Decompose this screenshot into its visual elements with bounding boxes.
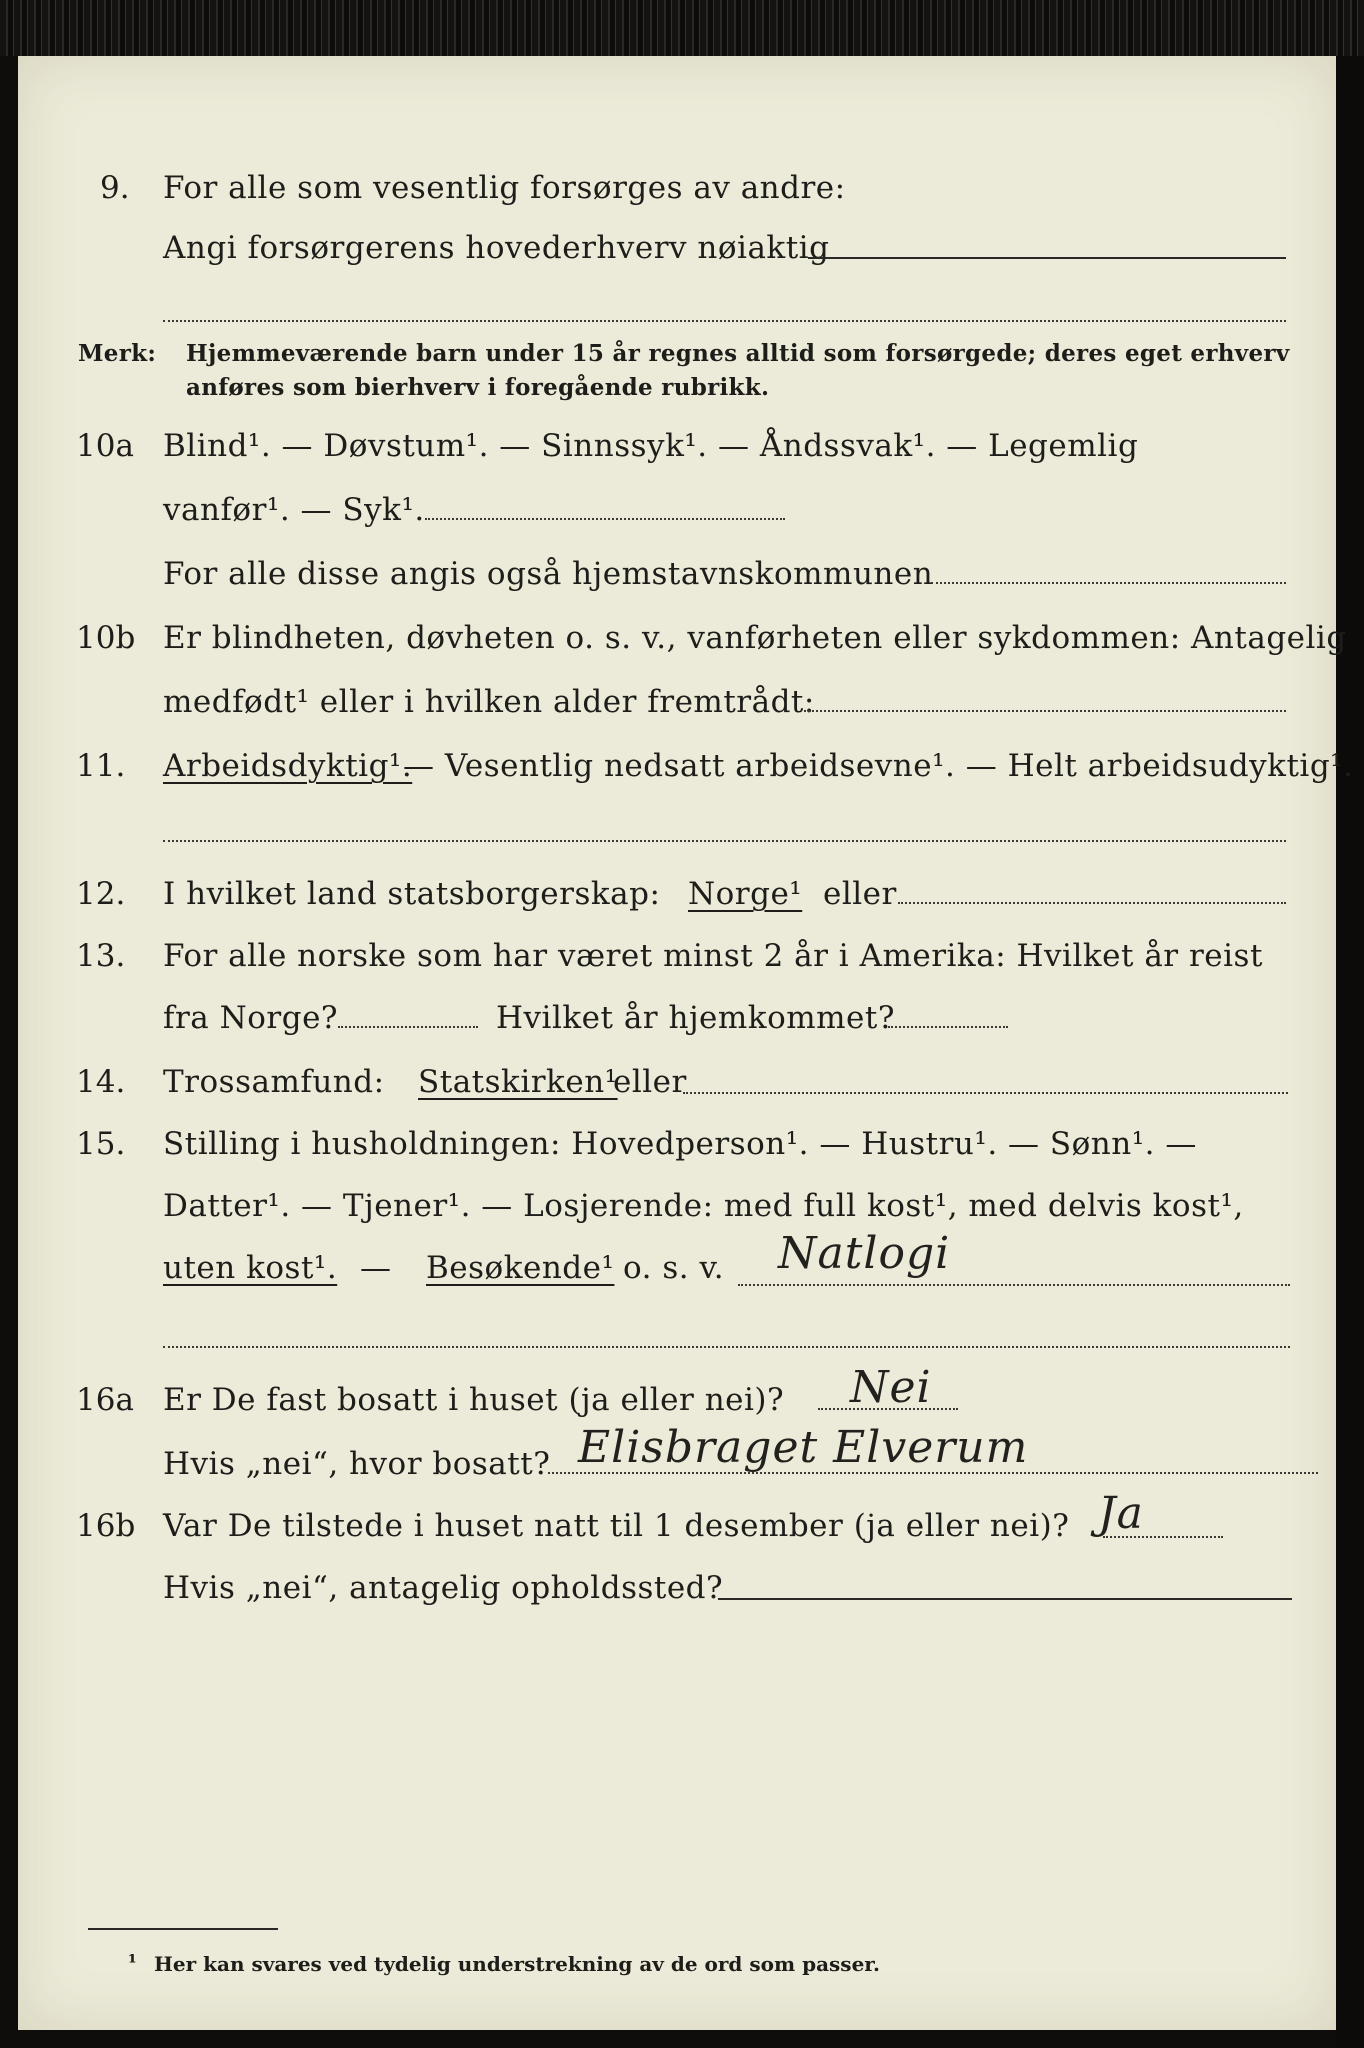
q15-dash: — <box>360 1250 392 1286</box>
q15-option-besokende: Besøkende¹ <box>426 1250 615 1286</box>
q14-option-statskirken: Statskirken¹ <box>418 1064 618 1100</box>
q16b-line2: Hvis „nei“, antagelig opholdssted? <box>163 1570 724 1606</box>
q15-line1: Stilling i husholdningen: Hovedperson¹. — Hustru¹. — Sønn¹. — <box>163 1126 1197 1162</box>
scan-right-border <box>1336 56 1364 2048</box>
q10a-answer-line[interactable] <box>425 518 785 520</box>
q15-osv: o. s. v. <box>623 1250 725 1286</box>
q14-post: eller <box>613 1064 687 1100</box>
q11-number: 11. <box>76 748 126 784</box>
q16a-line1: Er De fast bosatt i huset (ja eller nei)? <box>163 1382 785 1418</box>
q15-handwritten-answer: Natlogi <box>778 1228 951 1279</box>
q10a-number: 10a <box>76 428 134 464</box>
q11-answer-line[interactable] <box>163 840 1286 842</box>
q14-number: 14. <box>76 1064 126 1100</box>
q9-answer-line[interactable] <box>808 257 1286 259</box>
q13-line2b: Hvilket år hjemkommet? <box>496 1000 895 1036</box>
q16b-line1: Var De tilstede i huset natt til 1 desember (ja eller nei)? <box>163 1508 1070 1544</box>
q15-answer-line[interactable] <box>738 1284 1290 1286</box>
q10b-line1: Er blindheten, døvheten o. s. v., vanførheten eller sykdommen: Antagelig <box>163 620 1347 656</box>
q11-rest: — Vesentlig nedsatt arbeidsevne¹. — Helt arbeidsudyktig¹. <box>403 748 1354 784</box>
q12-number: 12. <box>76 876 126 912</box>
q13-return-year-line[interactable] <box>888 1026 1008 1028</box>
q16b-whereabouts-line[interactable] <box>718 1598 1292 1600</box>
q10a-municipality-line[interactable] <box>931 582 1286 584</box>
q12-pre: I hvilket land statsborgerskap: <box>163 876 661 912</box>
merk-label: Merk: <box>78 340 157 367</box>
q16a-handwritten-answer2: Elisbraget Elverum <box>578 1422 1029 1473</box>
q10b-answer-line[interactable] <box>804 710 1286 712</box>
q16a-line2: Hvis „nei“, hvor bosatt? <box>163 1446 551 1482</box>
footnote-mark: ¹ <box>128 1950 137 1974</box>
q9-line2: Angi forsørgerens hovederhverv nøiaktig <box>163 230 830 266</box>
q11-option-arbeidsdyktig: Arbeidsdyktig¹. <box>163 748 413 784</box>
q9-answer-line-2[interactable] <box>163 320 1286 322</box>
census-form-page <box>18 56 1354 2030</box>
q10a-line1: Blind¹. — Døvstum¹. — Sinnssyk¹. — Åndssvak¹. — Legemlig <box>163 428 1139 464</box>
q13-left-year-line[interactable] <box>338 1026 478 1028</box>
q13-line1: For alle norske som har været minst 2 år i Amerika: Hvilket år reist <box>163 938 1263 974</box>
q10a-line3: For alle disse angis også hjemstavnskommunen <box>163 556 934 592</box>
q12-answer-line[interactable] <box>898 902 1286 904</box>
merk-line1: Hjemmeværende barn under 15 år regnes alltid som forsørgede; deres eget erhverv <box>186 340 1290 367</box>
q10b-line2: medfødt¹ eller i hvilken alder fremtrådt: <box>163 684 815 720</box>
q9-line1: For alle som vesentlig forsørges av andre: <box>163 170 846 206</box>
q15-option-uten-kost: uten kost¹. <box>163 1250 338 1286</box>
merk-line2: anføres som bierhverv i foregående rubrikk. <box>186 374 770 401</box>
q13-line2a: fra Norge? <box>163 1000 339 1036</box>
q15-number: 15. <box>76 1126 126 1162</box>
q16b-number: 16b <box>76 1508 136 1544</box>
footnote-rule <box>88 1928 278 1930</box>
q13-number: 13. <box>76 938 126 974</box>
q14-answer-line[interactable] <box>683 1092 1288 1094</box>
q15-line2: Datter¹. — Tjener¹. — Losjerende: med full kost¹, med delvis kost¹, <box>163 1188 1244 1224</box>
q9-number: 9. <box>100 170 130 206</box>
q16a-handwritten-answer1: Nei <box>850 1362 932 1413</box>
q12-post: eller <box>823 876 897 912</box>
q15-answer-line-2[interactable] <box>163 1346 1290 1348</box>
q10a-line2: vanfør¹. — Syk¹. <box>163 492 425 528</box>
q14-pre: Trossamfund: <box>163 1064 385 1100</box>
scan-top-border <box>0 0 1364 56</box>
q16a-number: 16a <box>76 1382 134 1418</box>
q12-option-norge: Norge¹ <box>688 876 803 912</box>
footnote-text: Her kan svares ved tydelig understrekning av de ord som passer. <box>154 1952 880 1976</box>
q16b-handwritten-answer1: Ja <box>1098 1488 1144 1539</box>
q10b-number: 10b <box>76 620 136 656</box>
